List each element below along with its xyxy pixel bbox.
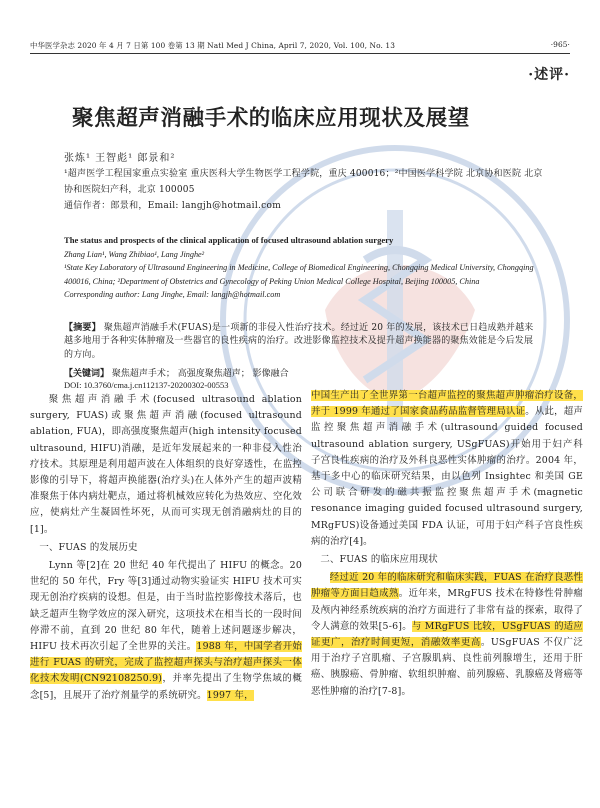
article-title-en: The status and prospects of the clinical application of focused ultrasound ablation surgery xyxy=(64,235,394,245)
journal-line: 中华医学杂志 2020 年 4 月 7 日第 100 卷第 13 期 Natl Med J China, April 7, 2020, Vol. 100, No. 13 xyxy=(30,41,396,50)
affiliations-en: ¹State Key Laboratory of Ultrasound Engineering in Medicine, College of Biomedical Engineering, Chongqing Medical University, Chongqing 400016, China; ²Department of Obstetrics and Gynecology of Peking Union Medical College Hospital, Beijing 100005, China xyxy=(64,263,534,286)
affiliations-zh: ¹超声医学工程国家重点实验室 重庆医科大学生物医学工程学院，重庆 400016；²中国医学科学院 北京协和医院 北京协和医院妇产科，北京 100005 xyxy=(64,169,543,195)
section-heading-clinical: 二、FUAS 的临床应用现状 xyxy=(320,554,438,566)
abstract-label: 【摘要】 xyxy=(64,323,101,333)
keywords xyxy=(64,366,289,379)
paragraph-devices xyxy=(311,388,583,550)
section-label: ·述评· xyxy=(528,67,570,83)
corresponding-en: Corresponding author: Lang Jinghe, Email: langjh@hotmail.com xyxy=(64,290,281,300)
body-left-column xyxy=(30,392,302,704)
clinical-text-b: 。USgFUAS 不仅广泛用于治疗子宫肌瘤、子宫腺肌病、良性前列腺增生，还用于肝癌、胰腺癌、骨肿瘤、软组织肿瘤、前列腺癌、乳腺癌及肾癌等恶性肿瘤的治疗[7-8]。 xyxy=(311,637,583,697)
highlight-first-device: 中国生产出了全世界第一台超声监控的聚焦超声肿瘤治疗设备，并于 1999 年通过了国家食品药品监督管理局认证 xyxy=(311,390,583,418)
highlight-20-years: 经过近 20 年的临床研究和临床实践，FUAS 在治疗良恶性肿瘤等方面日趋成熟 xyxy=(311,572,583,600)
history-text-b: ，并率先提出了生物学焦域的概念[5]，且展开了治疗剂量学的系统研究。 xyxy=(30,673,302,701)
devices-text: 。从此，超声监控聚焦超声消融手术(ultrasound guided focused ultrasound ablation surgery, USgFUAS)开始用于妇产科子宫良性疾病的治疗及外科良恶性实体肿瘤的治疗。2004 年，基于多中心的临床研究结果，由以色列 Insightec 和美国 GE 公司联合研发的磁共振监控聚焦超声手术(magnetic resonance imaging guided focused ultrasound surgery, MRgFUS)设备通过美国 FDA 认证，可用于妇产科子宫良性疾病的治疗[4]。 xyxy=(311,406,583,547)
authors-zh: 张炼¹ 王智彪¹ 郎景和² xyxy=(64,153,176,164)
section-heading-history: 一、FUAS 的发展历史 xyxy=(39,541,138,553)
clinical-text-a: 。近年来，MRgFUS 技术在特修性骨肿瘤及颅内神经系统疾病的治疗方面进行了非常有益的探索，取得了令人满意的效果[5-6]。 xyxy=(311,588,583,632)
page-number: ·965· xyxy=(550,40,570,49)
highlight-1988: 1988 年，中国学者开始进行 FUAS 的研究，完成了监控超声探头与治疗超声探头一体化技术发明(CN92108250.9) xyxy=(30,641,302,685)
journal-header xyxy=(30,40,570,51)
paragraph-clinical xyxy=(311,570,583,700)
keywords-label: 【关键词】 xyxy=(64,369,110,379)
body-right-column xyxy=(311,388,583,700)
header-rule xyxy=(30,53,570,54)
highlight-comparison: 与 MRgFUS 比较，USgFUAS 的适应证更广，治疗时间更短，消融效率更高 xyxy=(311,620,583,649)
english-front-matter xyxy=(64,234,534,302)
paragraph-intro: 聚焦超声消融手术(focused ultrasound ablation surgery, FUAS)或聚焦超声消融(focused ultrasound ablation, FUA)，即高强度聚焦超声(high intensity focused ultrasound, HIFU)消融，是近年发展起来的一种非侵入性治疗技术。其原理是利用超声波在人体组织的良好穿透性，在监控影像的引导下，将超声换能器(治疗头)在人体外产生的超声波精准聚焦于体内病灶靶点，通过将机械效应转化为热效应、空化效应，使病灶产生凝固性坏死，从而可实现无创消融病灶的目的[1]。 xyxy=(30,394,302,535)
authors-en: Zhang Lian¹, Wang Zhibiao¹, Lang Jinghe² xyxy=(64,249,205,259)
keywords-text: 聚焦超声手术； 高强度聚焦超声； 影像融合 xyxy=(111,369,289,379)
paragraph-history xyxy=(30,558,302,704)
article-title-zh: 聚焦超声消融手术的临床应用现状及展望 xyxy=(72,106,470,131)
highlight-1997: 1997 年， xyxy=(206,689,254,701)
abstract xyxy=(64,322,540,362)
doi: DOI: 10.3760/cma.j.cn112137-20200302-00553 xyxy=(64,380,229,390)
correspondence-zh: 通信作者：郎景和，Email: langjh@hotmail.com xyxy=(64,201,282,211)
abstract-text: 聚焦超声消融手术(FUAS)是一项新的非侵入性治疗技术。经过近 20 年的发展，该技术已日趋成熟并越来越多地用于各种实体肿瘤及一些器官的良性疾病的治疗。改进影像监控技术及提升超声换能器的聚焦效能是今后发展的方向。 xyxy=(64,323,534,360)
history-text-a: Lynn 等[2]在 20 世纪 40 年代提出了 HIFU 的概念。20 世纪的 50 年代，Fry 等[3]通过动物实验证实 HIFU 技术可实现无创治疗疾病的设想。但是，由于当时监控影像技术落后，也缺乏超声生物学效应的深入研究，这项技术在相当长的一段时间停滞不前，直到 20 世纪 80 年代，随着上述问题逐步解决，HIFU 技术再次引起了全世界的关注。 xyxy=(30,560,302,653)
